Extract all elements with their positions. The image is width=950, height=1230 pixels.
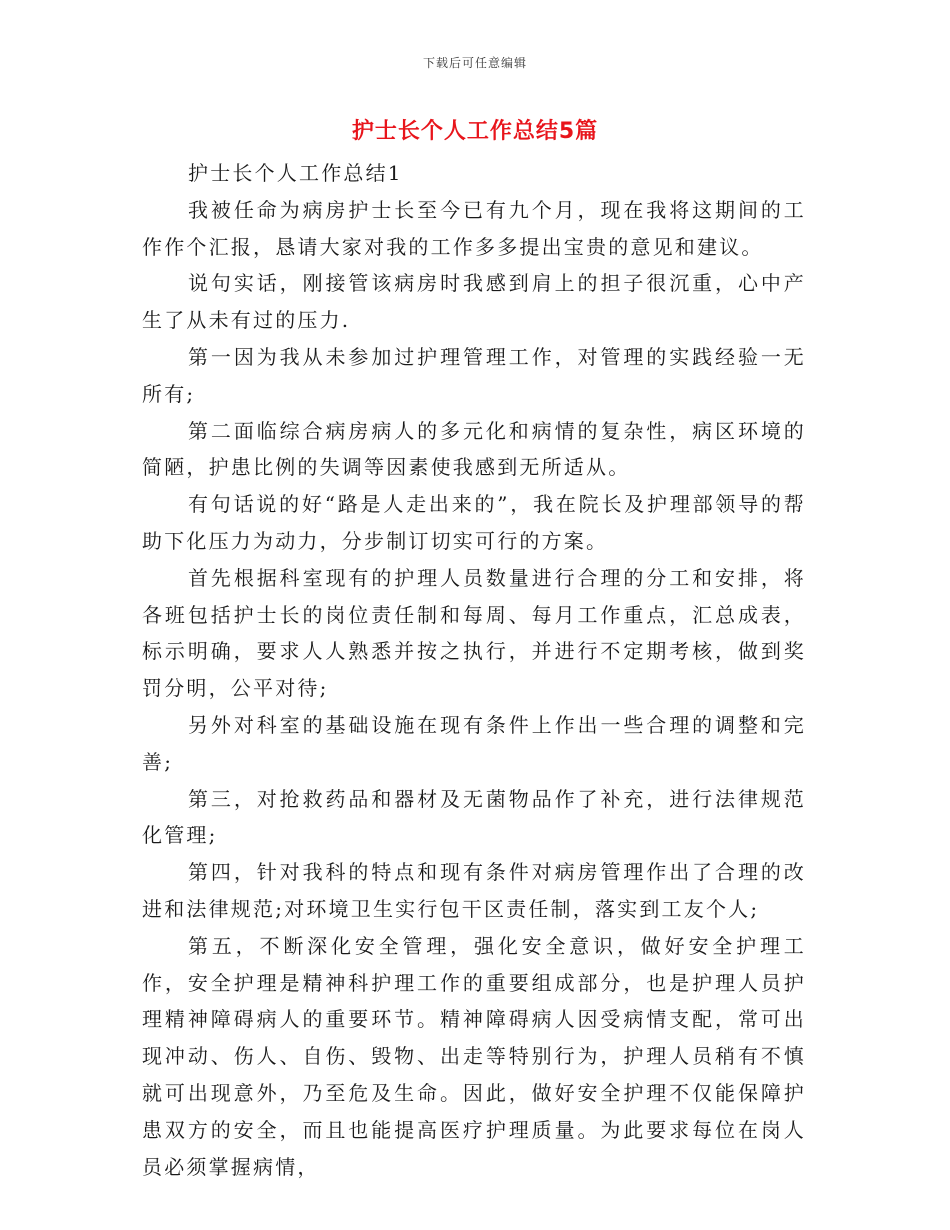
paragraph: 第四，针对我科的特点和现有条件对病房管理作出了合理的改进和法律规范;对环境卫生实行包干区责任制，落实到工友个人; [142, 860, 806, 921]
paragraph: 另外对科室的基础设施在现有条件上作出一些合理的调整和完善; [142, 712, 806, 774]
paragraph: 说句实话，刚接管该病房时我感到肩上的担子很沉重，心中产生了从未有过的压力. [142, 271, 806, 333]
paragraph: 第二面临综合病房病人的多元化和病情的复杂性，病区环境的简陋，护患比例的失调等因素使我感到无所适从。 [142, 418, 806, 480]
paragraph: 第五，不断深化安全管理，强化安全意识，做好安全护理工作，安全护理是精神科护理工作的重要组成部分，也是护理人员护理精神障碍病人的重要环节。精神障碍病人因受病情支配，常可出现冲动、伤人、自伤、毁物、出走等特别行为，护理人员稍有不慎就可出现意外，乃至危及生命。因此，做好安全护理不仅能保障护患双方的安全，而且也能提高医疗护理质量。为此要求每位在岗人员必须掌握病情， [142, 933, 806, 1179]
header-note: 下载后可任意编辑 [422, 56, 527, 70]
document-body [142, 155, 806, 1185]
section-heading: 护士长个人工作总结1 [188, 161, 403, 185]
paragraph: 我被任命为病房护士长至今已有九个月，现在我将这期间的工作作个汇报，恳请大家对我的工作多多提出宝贵的意见和建议。 [142, 197, 806, 259]
paragraph: 首先根据科室现有的护理人员数量进行合理的分工和安排，将各班包括护士长的岗位责任制和每周、每月工作重点，汇总成表，标示明确，要求人人熟悉并按之执行，并进行不定期考核，做到奖罚分明，公平对待; [142, 565, 806, 701]
paragraph: 第一因为我从未参加过护理管理工作，对管理的实践经验一无所有; [142, 344, 806, 406]
paragraph: 第三，对抢救药品和器材及无菌物品作了补充，进行法律规范化管理; [142, 786, 806, 848]
document-title: 护士长个人工作总结5篇 [351, 119, 599, 144]
paragraph: 有句话说的好“路是人走出来的”，我在院长及护理部领导的帮助下化压力为动力，分步制订切实可行的方案。 [142, 492, 806, 553]
